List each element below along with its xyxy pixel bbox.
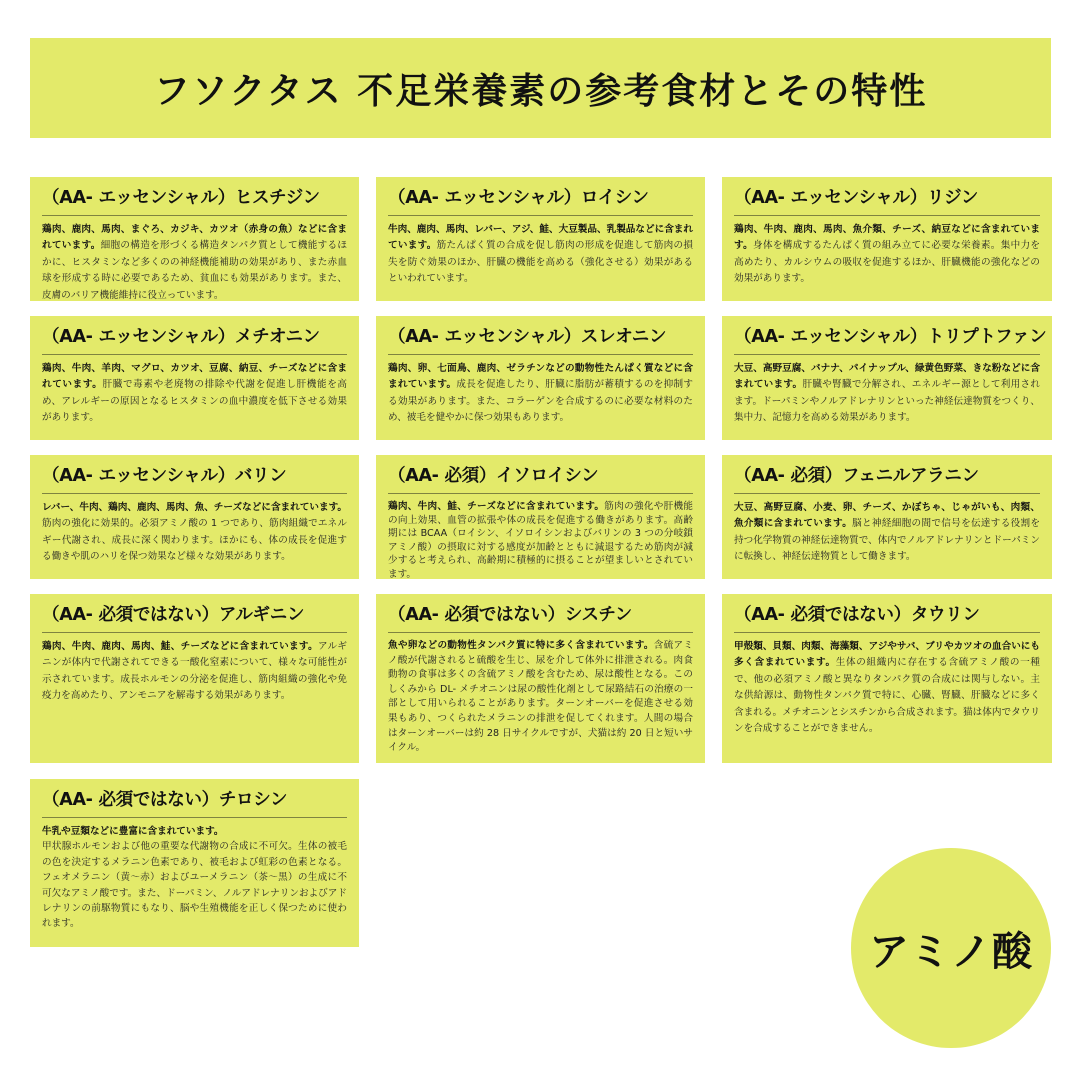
nutrient-card-methionine (30, 316, 359, 440)
card-foods: 牛乳や豆類などに豊富に含まれています。 (42, 826, 224, 837)
nutrient-card-phenylalanine (722, 455, 1052, 579)
amino-acid-badge (851, 848, 1051, 1048)
card-description: 成長を促進したり、肝臓に脂肪が蓄積するのを抑制する効果があります。また、コラーゲンを合成するのに必要な材料のため、被毛を健やかに保つ効果もあります。 (388, 379, 694, 424)
card-title: （AA- 必須ではない）シスチン (388, 604, 693, 633)
card-title: （AA- エッセンシャル）トリプトファン (734, 326, 1040, 355)
badge-label: アミノ酸 (869, 928, 1033, 975)
card-title: （AA- 必須ではない）アルギニン (42, 604, 347, 633)
nutrient-card-valine (30, 455, 359, 579)
card-body (388, 500, 693, 579)
nutrient-card-threonine (376, 316, 705, 440)
card-body (388, 361, 693, 427)
card-description: 肝臓や腎臓で分解され、エネルギー源として利用されます。ドーパミンやノルアドレナリンといった神経伝達物質をつくり、集中力、記憶力を高める効果があります。 (734, 379, 1040, 424)
card-description: 筋肉の強化に効果的。必須アミノ酸の 1 つであり、筋肉組織でエネルギー代謝され、成長に深く関わります。ほかにも、体の成長を促進する働きや肌のハリを保つ効果など様々な効果があります。 (42, 518, 347, 563)
card-foods: 甲殻類、貝類、肉類、海藻類、アジやサバ、ブリやカツオの血合いにも多く含まれています。 (734, 641, 1040, 669)
card-body (42, 361, 347, 427)
card-title: （AA- 必須）イソロイシン (388, 465, 693, 494)
card-title: （AA- エッセンシャル）ロイシン (388, 187, 693, 216)
card-body (734, 500, 1040, 566)
card-title: （AA- エッセンシャル）リジン (734, 187, 1040, 216)
card-foods: 鶏肉、卵、七面鳥、鹿肉、ゼラチンなどの動物性たんぱく質などに含まれています。 (388, 363, 693, 391)
title-banner (30, 38, 1051, 138)
nutrient-card-isoleucine (376, 455, 705, 579)
card-foods: 鶏肉、牛肉、鹿肉、馬肉、鮭、チーズなどに含まれています。 (42, 641, 318, 652)
card-description: 細胞の構造を形づくる構造タンパク質として機能するほかに、ヒスタミンなど多くのの神経機能補助の効果があり、また赤血球を形成する時に必要であるため、貧血にも効果があります。また、皮膚のバリア機能維持に役立っています。 (42, 240, 348, 301)
card-description: 含硫アミノ酸が代謝されると硫酸を生じ、尿を介して体外に排泄される。肉食動物の食事は多くの含硫アミノ酸を含むため、尿は酸性となる。このしくみから DL- メチオニンは尿の酸性化剤として尿路結石の治療の一部として用いられることがあります。ターンオーバーを促進させる効果もあり、つくられたメラニンの排泄を促してくれます。人間の場合はターンオーバーは約 28 日サイクルですが、犬猫は約 20 日と短いサイクル。 (388, 640, 693, 754)
card-foods: 魚や卵などの動物性タンパク質に特に多く含まれています。 (388, 640, 654, 651)
card-body (42, 500, 347, 566)
card-body (42, 824, 347, 932)
card-description: 甲状腺ホルモンおよび他の重要な代謝物の合成に不可欠。生体の被毛の色を決定するメラニン色素であり、被毛および虹彩の色素となる。フェオメラニン（黄〜赤）およびユーメラニン（茶〜黒）の生成に不可欠なアミノ酸です。また、ドーパミン、ノルアドレナリンおよびアドレナリンの前駆物質にもなり、脳や生殖機能を正しく保つために使われます。 (42, 841, 347, 930)
nutrient-card-arginine (30, 594, 359, 763)
card-description: 脳と神経細胞の間で信号を伝達する役割を持つ化学物質の神経伝達物質で、体内でノルアドレナリンとドーパミンに転換し、神経伝達物質として働きます。 (734, 518, 1041, 563)
card-body (388, 222, 693, 288)
card-foods: 鶏肉、牛肉、鹿肉、馬肉、魚介類、チーズ、納豆などに含まれています。 (734, 224, 1040, 252)
card-body (734, 361, 1040, 427)
card-body (42, 222, 347, 301)
card-description: 筋たんぱく質の合成を促し筋肉の形成を促進して筋肉の損失を防ぐ効果のほか、肝臓の機能を高める（強化させる）効果があるといわれています。 (388, 240, 694, 285)
card-foods: 大豆、高野豆腐、小麦、卵、チーズ、かぼちゃ、じゃがいも、肉類、魚介類に含まれています。 (734, 502, 1040, 530)
nutrient-card-leucine (376, 177, 705, 301)
card-foods: 牛肉、鹿肉、馬肉、レバー、アジ、鮭、大豆製品、乳製品などに含まれています。 (388, 224, 693, 252)
card-title: （AA- エッセンシャル）スレオニン (388, 326, 693, 355)
card-title: （AA- エッセンシャル）バリン (42, 465, 347, 494)
card-title: （AA- 必須）フェニルアラニン (734, 465, 1040, 494)
card-foods: 鶏肉、牛肉、羊肉、マグロ、カツオ、豆腐、納豆、チーズなどに含まれています。 (42, 363, 347, 391)
card-body (388, 639, 693, 756)
card-foods: レバー、牛肉、鶏肉、鹿肉、馬肉、魚、チーズなどに含まれています。 (42, 502, 347, 513)
card-body (734, 222, 1040, 288)
card-foods: 鶏肉、鹿肉、馬肉、まぐろ、カジキ、カツオ（赤身の魚）などに含まれています。 (42, 224, 347, 252)
card-body (734, 639, 1040, 737)
page-title: フソクタス 不足栄養素の参考食材とその特性 (153, 70, 928, 112)
nutrient-card-cystine (376, 594, 705, 763)
card-title: （AA- エッセンシャル）メチオニン (42, 326, 347, 355)
card-description: アルギニンが体内で代謝されてできる一酸化窒素について、様々な可能性が示されています。成長ホルモンの分泌を促進し、筋肉組織の強化や免疫力を高めたり、アンモニアを解毒する効果があります。 (42, 641, 347, 702)
card-foods: 鶏肉、牛肉、鮭、チーズなどに含まれています。 (388, 501, 605, 512)
card-title: （AA- エッセンシャル）ヒスチジン (42, 187, 347, 216)
card-description: 肝臓で毒素や老廃物の排除や代謝を促進し肝機能を高め、アレルギーの原因となるヒスタミンの血中濃度を低下させる効果があります。 (42, 379, 348, 424)
card-body (42, 639, 347, 705)
nutrient-card-taurine (722, 594, 1052, 763)
card-description: 身体を構成するたんぱく質の組み立てに必要な栄養素。集中力を高めたり、カルシウムの吸収を促進するほか、肝臓機能の強化などの効果があります。 (734, 240, 1041, 285)
nutrient-card-grid (30, 177, 1051, 947)
card-foods: 大豆、高野豆腐、バナナ、パイナップル、緑黄色野菜、きな粉などに含まれています。 (734, 363, 1040, 391)
nutrient-card-tyrosine (30, 779, 359, 947)
card-title: （AA- 必須ではない）チロシン (42, 789, 347, 818)
nutrient-card-lysine (722, 177, 1052, 301)
card-title: （AA- 必須ではない）タウリン (734, 604, 1040, 633)
nutrient-card-tryptophan (722, 316, 1052, 440)
card-description: 筋肉の強化や肝機能の向上効果、血管の拡張や体の成長を促進する働きがあります。高齢期には BCAA（ロイシン、イソロイシンおよびバリンの 3 つの分岐鎖アミノ酸）の摂取に対する感度が加齢とともに減退するため筋肉が減少すると考えられ、高齢期に積極的に摂ることが望ましいとされています。 (388, 501, 693, 579)
card-description: 生体の組織内に存在する含硫アミノ酸の一種で、他の必須アミノ酸と異なりタンパク質の合成には関与しない。主な供給源は、動物性タンパク質で特に、心臓、腎臓、肝臓などに多く含まれる。メチオニンとシスチンから合成されます。猫は体内でタウリンを合成することができません。 (734, 657, 1041, 735)
nutrient-card-histidine (30, 177, 359, 301)
